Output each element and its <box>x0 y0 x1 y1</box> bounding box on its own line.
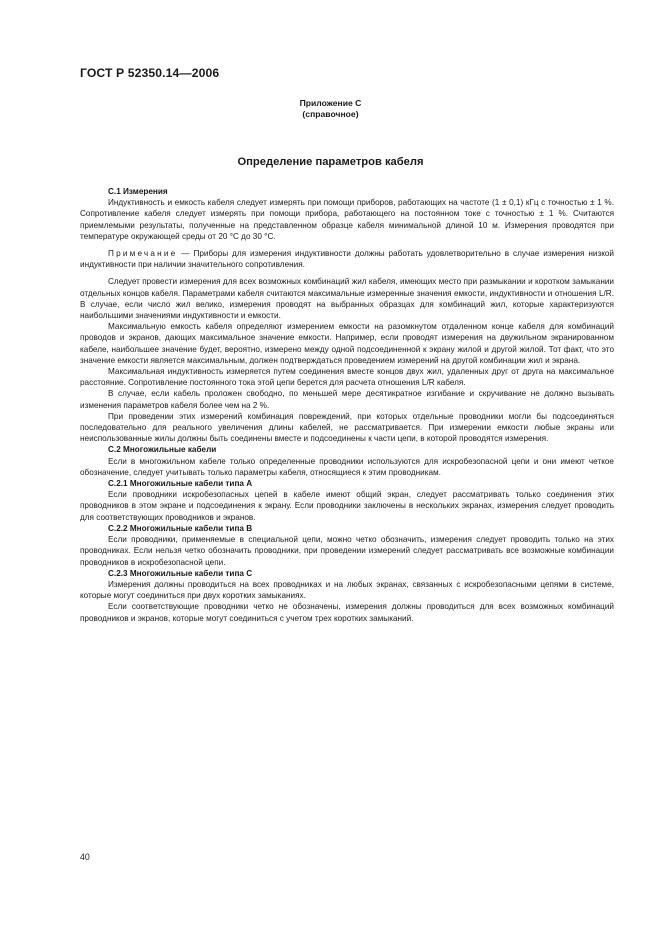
paragraph: Если соответствующие проводники четко не обозначены, измерения должны проводиться для всех возможных комбинаций проводников и экранов, которые могут соединиться с учетом трех коротких замыканий. <box>80 602 614 623</box>
paragraph: Индуктивность и емкость кабеля следует измерять при помощи приборов, работающих на частоте (1 ± 0,1) кГц с точностью ± 1 %. Сопротивление кабеля следует измерять при помощи прибора, работающего на постоянном токе с точностью ± 1 %. Считаются приемлемыми результаты, полученные на представленном образце кабеля минимальной длиной 10 м. Измерения проводятся при температуре окружающей среды от 20 °С до 30 °С. <box>80 198 614 241</box>
note <box>80 248 614 270</box>
appendix-type: (справочное) <box>302 109 359 119</box>
document-body <box>80 186 614 624</box>
appendix-label: Приложение С <box>299 98 362 108</box>
note-text: — Приборы для измерения индуктивности должны работать удовлетворительно в случае измерения низкой индуктивности при наличии значительного сопротивления. <box>80 249 614 270</box>
paragraph: Если проводники искробезопасных цепей в кабеле имеют общий экран, следует рассматривать только соединения этих проводников в этом экране и подсоединения к экрану. Если проводники заключены в нескольких экранах, измерения следует проводить для соответствующих проводников и экранов. <box>80 490 614 522</box>
section-title: Определение параметров кабеля <box>237 156 424 168</box>
paragraph: Следует провести измерения для всех возможных комбинаций жил кабеля, имеющих место при размыкании и коротком замыкании отдельных концов кабеля. Параметрами кабеля считаются максимальные измеренные значения емкости, индуктивности и отношения L/R. В случае, если число жил велико, измерения проводят на выбранных образцах для комбинаций жил, которые характеризуются наибольшими значениями индуктивности и емкости. <box>80 277 614 321</box>
section-c23-heading: С.2.3 Многожильные кабели типа С <box>108 568 253 578</box>
page-number: 40 <box>80 852 90 862</box>
paragraph: Если в многожильном кабеле только определенные проводники используются для искробезопасной цепи и они имеют четкое обозначение, следует учитывать только параметры кабеля, относящиеся к этим проводникам. <box>80 456 614 477</box>
paragraph: Если проводники, применяемые в специальной цепи, можно четко обозначить, измерения следует проводить только на этих проводниках. Если нельзя четко обозначить проводники, при проведении измерений следует рассматривать все возможные комбинации проводников в искробезопасной цепи. <box>80 535 614 567</box>
paragraph: Максимальную емкость кабеля определяют измерением емкости на разомкнутом отдаленном конце кабеля для комбинаций проводов и экранов, дающих максимальное значение емкости. Например, если проводят измерения на двужильном экранированном кабеле, наибольшее значение будет, вероятно, измерено между одной подсоединенной к экрану жилой и другой жилой. Тот факт, что это значение емкости является максимальным, должен подтверждаться проведением измерений на другой комбинации жил и экрана. <box>80 322 614 365</box>
paragraph: Максимальная индуктивность измеряется путем соединения вместе концов двух жил, удаленных друг от друга на максимальное расстояние. Сопротивление постоянного тока этой цепи берется для расчета отношения L/R кабеля. <box>80 367 614 388</box>
section-c2-heading: С.2 Многожильные кабели <box>108 445 217 455</box>
note-label: Примечание <box>108 249 178 259</box>
standard-header: ГОСТ Р 52350.14—2006 <box>80 66 220 80</box>
paragraph: Измерения должны проводиться на всех проводниках и на любых экранах, связанных с искробезопасными цепями в системе, которые могут соединиться при двух коротких замыканиях. <box>80 579 614 601</box>
paragraph: В случае, если кабель проложен свободно, по меньшей мере десятикратное изгибание и скручивание не должно вызывать изменения параметров кабеля более чем на 2 %. <box>80 389 614 410</box>
section-c1-heading: С.1 Измерения <box>108 187 168 196</box>
section-c21-heading: С.2.1 Многожильные кабели типа А <box>108 479 253 489</box>
paragraph: При проведении этих измерений комбинация повреждений, при которых отдельные проводники могли бы подсоединяться последовательно для реального увеличения длины кабелей, не рассматривается. При измерении емкости любые экраны или неиспользованные жилы должны быть соединены вместе и подсоединены к части цепи, в которой проводятся измерения. <box>80 411 614 444</box>
section-c22-heading: С.2.2 Многожильные кабели типа В <box>108 523 253 533</box>
